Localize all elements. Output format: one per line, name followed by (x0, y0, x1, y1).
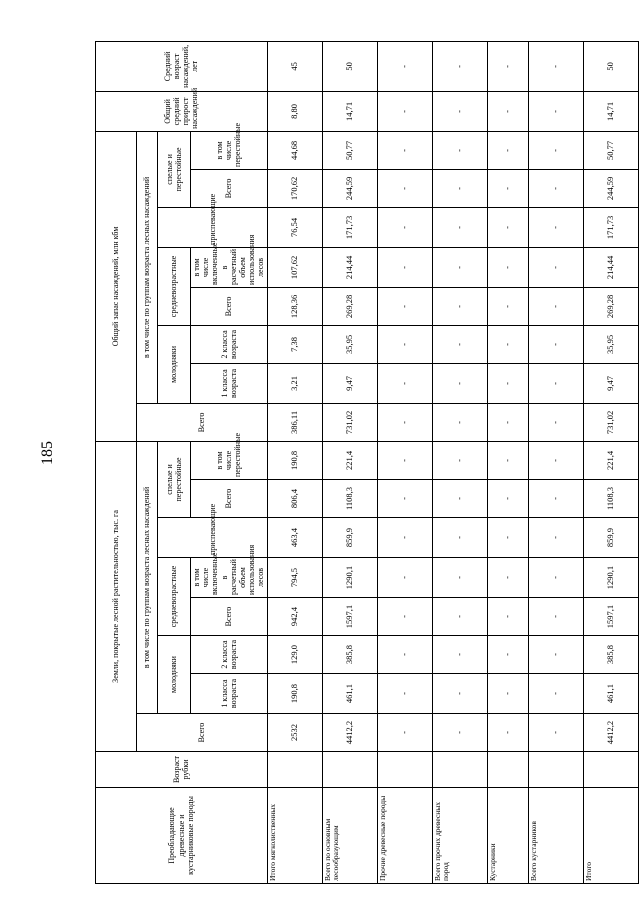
cell: 942,4 (267, 598, 322, 636)
cell: - (432, 41, 487, 91)
row-label: Итого мягколиственных (267, 788, 322, 884)
cell: - (377, 91, 432, 131)
cell: 461,1 (583, 674, 638, 714)
cell: - (377, 518, 432, 558)
header-stock-incl-over: в том числе перестойные (191, 131, 268, 169)
cell: - (528, 636, 583, 674)
cell: - (487, 636, 528, 674)
cell: - (487, 325, 528, 363)
cell: - (528, 598, 583, 636)
cell: 1108,3 (322, 480, 377, 518)
cell: - (377, 169, 432, 207)
cell: 3,21 (267, 363, 322, 403)
cell: 170,62 (267, 169, 322, 207)
header-area-by-age: в том числе по группам возраста лесных насаждений (137, 441, 158, 713)
table-row (432, 41, 487, 883)
table-row (583, 41, 638, 883)
cell: 731,02 (583, 403, 638, 441)
header-area-class1: 1 класса возраста (191, 674, 268, 714)
cell: - (432, 131, 487, 169)
cell: - (528, 207, 583, 247)
cell: 806,4 (267, 480, 322, 518)
page-number: 185 (39, 441, 56, 465)
cell (528, 752, 583, 788)
cell: 35,95 (322, 325, 377, 363)
cell: - (528, 131, 583, 169)
cell: 1290,1 (583, 558, 638, 598)
cell: 794,5 (267, 558, 322, 598)
cell: - (432, 674, 487, 714)
cell: - (528, 363, 583, 403)
header-area-young: молодняки (158, 636, 191, 714)
cell: 44,68 (267, 131, 322, 169)
cell: - (487, 207, 528, 247)
header-stock-group: Общий запас насаждений, млн кбм (96, 131, 137, 441)
header-area-class2: 2 класса возраста (191, 636, 268, 674)
cell: 859,9 (583, 518, 638, 558)
header-area-middle-total: Всего (191, 598, 268, 636)
cell: - (528, 558, 583, 598)
cell: - (377, 325, 432, 363)
cell: - (377, 441, 432, 479)
cell: - (487, 363, 528, 403)
header-area-incl-over: в том числе перестойные (191, 441, 268, 479)
cell: - (528, 41, 583, 91)
cell: 385,8 (583, 636, 638, 674)
cell: - (432, 325, 487, 363)
cell: 35,95 (583, 325, 638, 363)
header-area-mature-total: Всего (191, 480, 268, 518)
cell: - (432, 441, 487, 479)
cell: - (487, 169, 528, 207)
cell: 1597,1 (322, 598, 377, 636)
cell: - (487, 598, 528, 636)
cell: - (528, 714, 583, 752)
cell: - (432, 518, 487, 558)
cell: 190,8 (267, 441, 322, 479)
cell: - (528, 518, 583, 558)
cell (487, 752, 528, 788)
table-container (95, 44, 615, 884)
table-row (267, 41, 322, 883)
header-stock-mature: спелые и перестойные (158, 131, 191, 207)
cell: - (432, 287, 487, 325)
header-area-middle: средневозрастные (158, 558, 191, 636)
header-stock-middle: средневозрастные (158, 247, 191, 325)
cell: 4412,2 (583, 714, 638, 752)
cell: - (528, 441, 583, 479)
row-label: Всего по основным лесообразующим (322, 788, 377, 884)
cell: 1597,1 (583, 598, 638, 636)
cell: - (377, 480, 432, 518)
cell: 214,44 (322, 247, 377, 287)
cell: 14,71 (322, 91, 377, 131)
cell: - (377, 41, 432, 91)
cell: - (528, 169, 583, 207)
header-area-incl-calc: в том числе включенные в расчетный объем использования лесов (191, 558, 268, 598)
cell: 4412,2 (322, 714, 377, 752)
cell: - (377, 674, 432, 714)
cell: - (377, 287, 432, 325)
cell: - (528, 91, 583, 131)
header-felling-age: Возраст рубки (96, 752, 268, 788)
cell: - (487, 403, 528, 441)
cell: 244,59 (583, 169, 638, 207)
cell: - (432, 403, 487, 441)
cell: 221,4 (583, 441, 638, 479)
cell: - (487, 674, 528, 714)
cell: - (528, 674, 583, 714)
header-stock-mature-total: Всего (191, 169, 268, 207)
header-stock-incl-calc: в том числе включенные в расчетный объем использования лесов (191, 247, 268, 287)
cell: - (528, 480, 583, 518)
header-species: Преобладающие древесные и кустарниковые породы (96, 788, 268, 884)
cell: 269,28 (322, 287, 377, 325)
row-label: Всего кустарников (528, 788, 583, 884)
cell: 2532 (267, 714, 322, 752)
cell: - (528, 287, 583, 325)
cell: - (487, 91, 528, 131)
cell: 50,77 (583, 131, 638, 169)
table-row (377, 41, 432, 883)
cell: 190,8 (267, 674, 322, 714)
cell: - (487, 558, 528, 598)
cell: - (432, 714, 487, 752)
forest-stock-table (95, 41, 639, 884)
table-row (322, 41, 377, 883)
cell: - (377, 714, 432, 752)
cell: - (432, 598, 487, 636)
cell: 50,77 (322, 131, 377, 169)
cell: - (528, 325, 583, 363)
cell: - (377, 598, 432, 636)
header-stock-class1: 1 класса возраста (191, 363, 268, 403)
cell: - (377, 207, 432, 247)
cell: 107,62 (267, 247, 322, 287)
cell: - (487, 41, 528, 91)
cell: - (487, 518, 528, 558)
row-label: Итого (583, 788, 638, 884)
header-area-total: Всего (137, 714, 268, 752)
cell: - (377, 247, 432, 287)
cell: - (487, 131, 528, 169)
cell: 76,54 (267, 207, 322, 247)
cell: - (528, 247, 583, 287)
cell: 171,73 (322, 207, 377, 247)
cell (267, 752, 322, 788)
table-row (487, 41, 528, 883)
header-area-mature: спелые и перестойные (158, 441, 191, 517)
cell: 7,38 (267, 325, 322, 363)
header-stock-by-age: в том числе по группам возраста лесных насаждений (137, 131, 158, 403)
cell: 731,02 (322, 403, 377, 441)
cell: - (377, 636, 432, 674)
cell: - (432, 247, 487, 287)
cell: - (432, 558, 487, 598)
cell: 171,73 (583, 207, 638, 247)
cell: - (432, 207, 487, 247)
cell: 269,28 (583, 287, 638, 325)
cell: 385,8 (322, 636, 377, 674)
cell: - (432, 169, 487, 207)
cell: - (487, 714, 528, 752)
cell: 8,80 (267, 91, 322, 131)
cell: - (528, 403, 583, 441)
cell: - (377, 363, 432, 403)
header-stock-young: молодняки (158, 325, 191, 403)
cell: 1290,1 (322, 558, 377, 598)
cell: 214,44 (583, 247, 638, 287)
cell: - (377, 558, 432, 598)
header-stock-total: Всего (137, 403, 268, 441)
cell: - (487, 287, 528, 325)
cell: - (487, 480, 528, 518)
row-label: Всего прочих древесных пород (432, 788, 487, 884)
row-label: Прочие древесные породы (377, 788, 432, 884)
cell: 461,1 (322, 674, 377, 714)
cell: - (432, 636, 487, 674)
cell: - (377, 403, 432, 441)
table-row (528, 41, 583, 883)
cell: - (487, 441, 528, 479)
cell: - (432, 480, 487, 518)
header-area-premature: приспевающие (158, 518, 268, 558)
cell (322, 752, 377, 788)
cell: 221,4 (322, 441, 377, 479)
cell: 386,11 (267, 403, 322, 441)
header-area-group: Земли, покрытые лесной растительностью, тыс. га (96, 441, 137, 751)
header-stock-middle-total: Всего (191, 287, 268, 325)
cell (377, 752, 432, 788)
header-avg-growth: Общий средний прирост насаждений (96, 91, 268, 131)
cell: - (432, 91, 487, 131)
header-stock-class2: 2 класса возраста (191, 325, 268, 363)
cell: 129,0 (267, 636, 322, 674)
cell: - (377, 131, 432, 169)
cell (432, 752, 487, 788)
cell: - (487, 247, 528, 287)
cell: 1108,3 (583, 480, 638, 518)
cell: 859,9 (322, 518, 377, 558)
header-avg-age: Средний возраст насаждений, лет (96, 41, 268, 91)
cell: 9,47 (583, 363, 638, 403)
cell (583, 752, 638, 788)
cell: 463,4 (267, 518, 322, 558)
cell: 50 (583, 41, 638, 91)
cell: 244,59 (322, 169, 377, 207)
cell: 14,71 (583, 91, 638, 131)
cell: 128,36 (267, 287, 322, 325)
cell: - (432, 363, 487, 403)
cell: 45 (267, 41, 322, 91)
cell: 9,47 (322, 363, 377, 403)
cell: 50 (322, 41, 377, 91)
row-label: Кустарники (487, 788, 528, 884)
header-stock-premature: приспевающие (158, 207, 268, 247)
